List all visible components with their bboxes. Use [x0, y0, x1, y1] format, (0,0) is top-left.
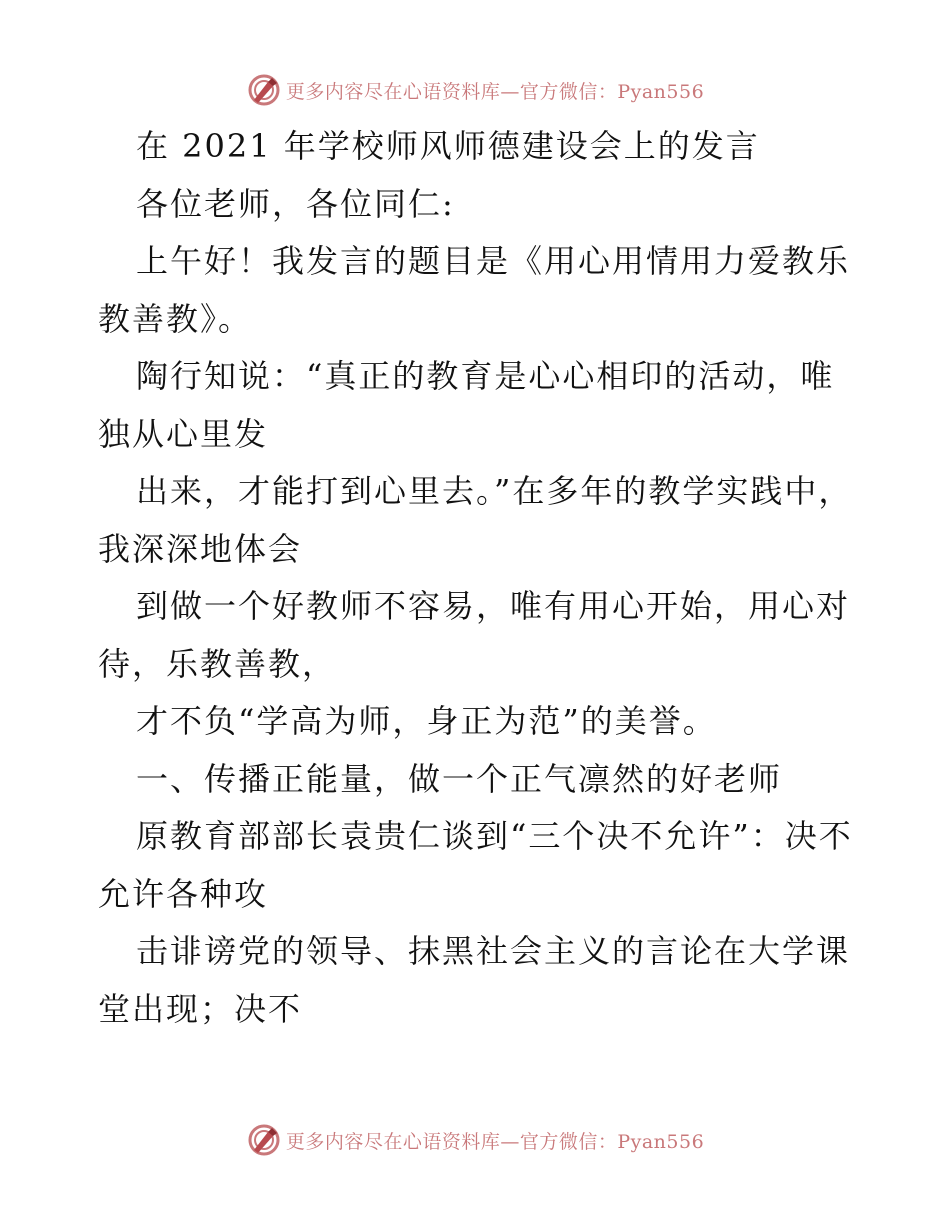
document-title: 在 2021 年学校师风师德建设会上的发言 — [136, 127, 760, 165]
paragraph: 出来，才能打到心里去。”在多年的教学实践中，我深深地体会 — [98, 472, 853, 568]
paragraph: 各位老师，各位同仁: — [136, 184, 455, 223]
document-body — [98, 118, 858, 1038]
section-heading: 一、传播正能量，做一个正气凛然的好老师 — [136, 759, 783, 798]
pen-logo-icon — [246, 1122, 282, 1158]
footer-watermark — [0, 1122, 950, 1158]
paragraph: 才不负“学高为师，身正为范”的美誉。 — [136, 702, 717, 740]
pen-logo-icon — [246, 72, 282, 108]
paragraph: 陶行知说：“真正的教育是心心相印的活动，唯独从心里发 — [98, 357, 835, 453]
paragraph: 到做一个好教师不容易，唯有用心开始，用心对待，乐教善教， — [98, 587, 851, 683]
header-watermark — [0, 72, 950, 108]
paragraph: 上午好！我发言的题目是《用心用情用力爱教乐教善教》。 — [98, 242, 851, 338]
watermark-text: 更多内容尽在心语资料库—官方微信：Pyan556 — [285, 1130, 705, 1153]
paragraph: 原教育部部长袁贵仁谈到“三个决不允许”：决不允许各种攻 — [98, 817, 853, 913]
paragraph: 击诽谤党的领导、抹黑社会主义的言论在大学课堂出现；决不 — [98, 932, 851, 1028]
watermark-text: 更多内容尽在心语资料库—官方微信：Pyan556 — [285, 80, 705, 103]
